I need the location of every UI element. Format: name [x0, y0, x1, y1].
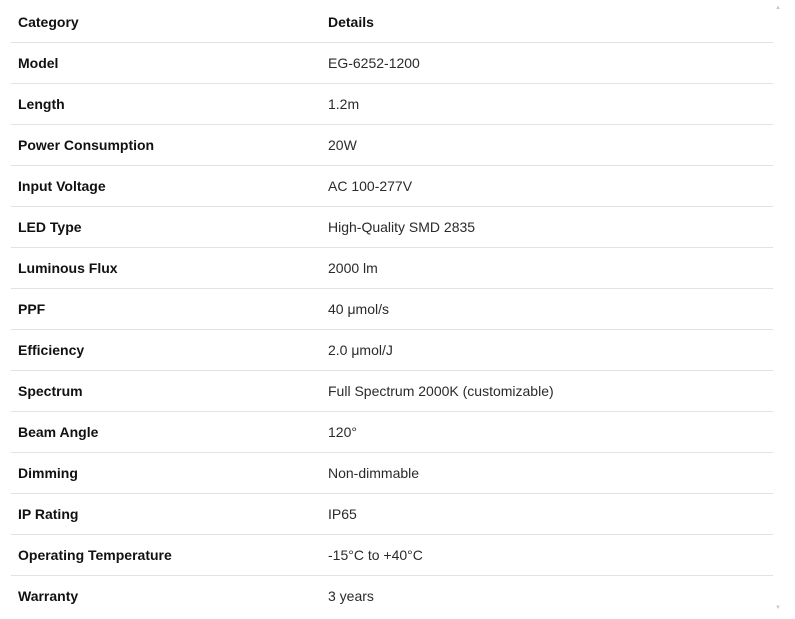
column-header-category: Category	[11, 2, 321, 43]
table-row	[11, 43, 773, 84]
row-category: Model	[11, 43, 321, 84]
row-detail: 3 years	[328, 588, 374, 604]
table-row	[11, 576, 773, 617]
row-category: Luminous Flux	[11, 248, 321, 289]
table-row	[11, 84, 773, 125]
row-detail: Full Spectrum 2000K (customizable)	[321, 371, 773, 412]
row-detail: 2.0 μmol/J	[321, 330, 773, 371]
table-row	[11, 289, 773, 330]
scroll-up-arrow-icon[interactable]: ▲	[775, 5, 781, 11]
table-header-row	[11, 2, 773, 43]
row-detail: 2000 lm	[321, 248, 773, 289]
row-category: IP Rating	[11, 494, 321, 535]
table-row	[11, 535, 773, 576]
row-category: Beam Angle	[11, 412, 321, 453]
spec-table	[11, 2, 773, 616]
table-row	[11, 166, 773, 207]
column-header-details: Details	[321, 2, 773, 43]
row-detail: Non-dimmable	[321, 453, 773, 494]
row-category: Spectrum	[11, 371, 321, 412]
row-category: Power Consumption	[11, 125, 321, 166]
row-detail: IP65	[321, 494, 773, 535]
row-category: Warranty	[18, 588, 79, 604]
table-row	[11, 248, 773, 289]
row-detail: 20W	[321, 125, 773, 166]
row-category: Length	[11, 84, 321, 125]
row-category: Dimming	[11, 453, 321, 494]
row-detail: 120°	[321, 412, 773, 453]
table-row	[11, 494, 773, 535]
table-row	[11, 453, 773, 494]
table-row	[11, 371, 773, 412]
row-category: PPF	[11, 289, 321, 330]
row-category: Operating Temperature	[11, 535, 321, 576]
table-row	[11, 207, 773, 248]
row-detail: EG-6252-1200	[321, 43, 773, 84]
row-category: Input Voltage	[11, 166, 321, 207]
row-category: LED Type	[11, 207, 321, 248]
table-row	[11, 330, 773, 371]
row-detail: 40 μmol/s	[321, 289, 773, 330]
table-row	[11, 412, 773, 453]
row-detail: 1.2m	[321, 84, 773, 125]
row-detail: High-Quality SMD 2835	[321, 207, 773, 248]
row-category: Efficiency	[11, 330, 321, 371]
row-detail: AC 100-277V	[321, 166, 773, 207]
scroll-down-arrow-icon[interactable]: ▼	[775, 605, 781, 611]
row-detail: -15°C to +40°C	[321, 535, 773, 576]
table-row	[11, 125, 773, 166]
